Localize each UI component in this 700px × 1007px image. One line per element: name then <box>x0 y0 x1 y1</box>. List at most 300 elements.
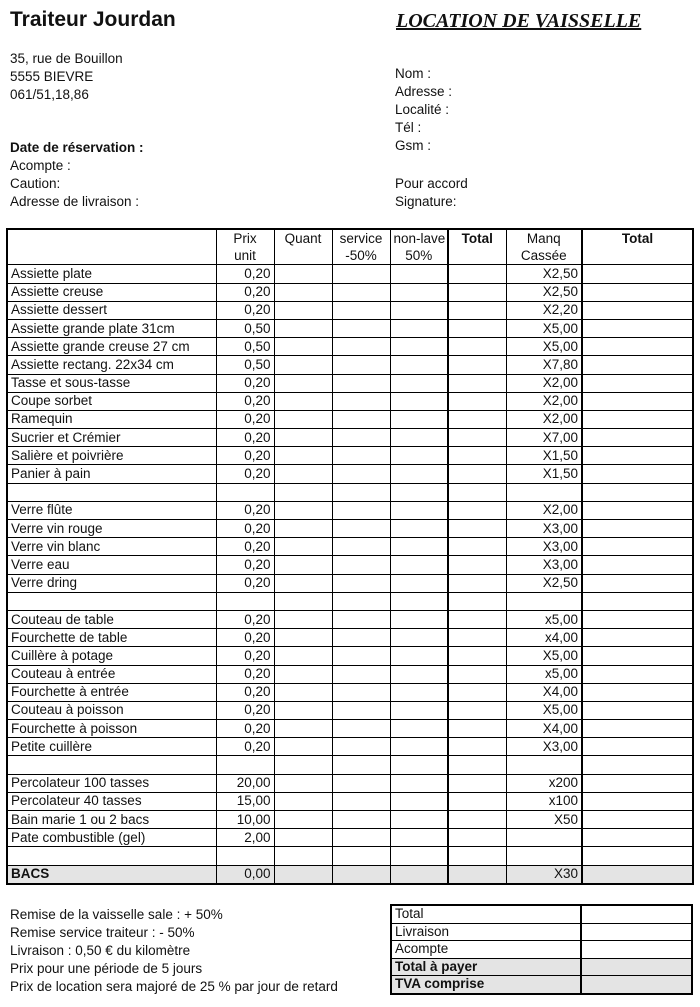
service-cell[interactable] <box>332 501 390 519</box>
quantity-cell[interactable] <box>274 792 332 810</box>
company-address <box>10 50 123 104</box>
totals-row <box>391 941 692 959</box>
client-locality-label: Localité : <box>395 102 450 117</box>
total-cell <box>448 701 506 719</box>
totals-value[interactable] <box>581 905 692 923</box>
item-name: Percolateur 40 tasses <box>7 792 216 810</box>
totals-value[interactable] <box>581 976 692 994</box>
note-line: Livraison : 0,50 € du kilomètre <box>10 943 191 958</box>
quantity-cell[interactable] <box>274 429 332 447</box>
quantity-cell[interactable] <box>274 338 332 356</box>
unit-price: 0,20 <box>216 665 274 683</box>
unwashed-cell[interactable] <box>390 392 448 410</box>
document-title: LOCATION DE VAISSELLE <box>396 10 642 32</box>
service-cell[interactable] <box>332 356 390 374</box>
table-row <box>7 265 693 283</box>
quantity-cell[interactable] <box>274 865 332 884</box>
unwashed-cell[interactable] <box>390 410 448 428</box>
quantity-cell[interactable] <box>274 811 332 829</box>
deposit-label: Acompte : <box>10 158 71 173</box>
total-cell <box>448 483 506 501</box>
total-cell <box>448 574 506 592</box>
unwashed-cell[interactable] <box>390 792 448 810</box>
item-name: Verre flûte <box>7 501 216 519</box>
header-cell: unit <box>216 247 274 265</box>
item-name: Assiette grande plate 31cm <box>7 319 216 337</box>
total-cell <box>448 683 506 701</box>
totals-row <box>391 905 692 923</box>
total-cell <box>448 465 506 483</box>
table-row <box>7 738 693 756</box>
unwashed-cell[interactable] <box>390 829 448 847</box>
service-cell[interactable] <box>332 720 390 738</box>
table-row <box>7 701 693 719</box>
broken-total-cell <box>582 392 693 410</box>
quantity-cell[interactable] <box>274 738 332 756</box>
unwashed-cell[interactable] <box>390 811 448 829</box>
service-cell[interactable] <box>332 847 390 865</box>
total-cell <box>448 756 506 774</box>
quantity-cell[interactable] <box>274 556 332 574</box>
unwashed-cell[interactable] <box>390 483 448 501</box>
table-row <box>7 556 693 574</box>
service-cell[interactable] <box>332 774 390 792</box>
unit-price <box>216 483 274 501</box>
total-cell <box>448 501 506 519</box>
totals-label: TVA comprise <box>391 976 581 994</box>
unit-price: 0,20 <box>216 720 274 738</box>
header-cell <box>7 247 216 265</box>
total-cell <box>448 283 506 301</box>
unit-price: 0,20 <box>216 520 274 538</box>
item-name: Ramequin <box>7 410 216 428</box>
broken-price: X1,50 <box>506 447 582 465</box>
quantity-cell[interactable] <box>274 283 332 301</box>
total-cell <box>448 374 506 392</box>
unwashed-cell[interactable] <box>390 647 448 665</box>
item-name: Assiette dessert <box>7 301 216 319</box>
broken-total-cell <box>582 792 693 810</box>
table-row <box>7 447 693 465</box>
item-name: Verre vin blanc <box>7 538 216 556</box>
header-cell <box>7 229 216 247</box>
service-cell[interactable] <box>332 392 390 410</box>
unwashed-cell[interactable] <box>390 429 448 447</box>
broken-price: X5,00 <box>506 319 582 337</box>
totals-label: Total <box>391 905 581 923</box>
broken-price: X3,00 <box>506 520 582 538</box>
quantity-cell[interactable] <box>274 756 332 774</box>
unwashed-cell[interactable] <box>390 374 448 392</box>
table-row <box>7 356 693 374</box>
broken-total-cell <box>582 774 693 792</box>
broken-total-cell <box>582 483 693 501</box>
totals-value[interactable] <box>581 941 692 959</box>
quantity-cell[interactable] <box>274 483 332 501</box>
unwashed-cell[interactable] <box>390 538 448 556</box>
unit-price: 0,20 <box>216 447 274 465</box>
service-cell[interactable] <box>332 319 390 337</box>
table-row <box>7 774 693 792</box>
unit-price: 0,50 <box>216 356 274 374</box>
unwashed-cell[interactable] <box>390 520 448 538</box>
total-cell <box>448 629 506 647</box>
total-cell <box>448 738 506 756</box>
broken-price: X7,80 <box>506 356 582 374</box>
broken-price: X3,00 <box>506 738 582 756</box>
item-name <box>7 756 216 774</box>
item-name: Assiette grande creuse 27 cm <box>7 338 216 356</box>
broken-total-cell <box>582 447 693 465</box>
header-cell: Total <box>582 229 693 247</box>
total-cell <box>448 829 506 847</box>
broken-price <box>506 592 582 610</box>
service-cell[interactable] <box>332 301 390 319</box>
table-row <box>7 683 693 701</box>
service-cell[interactable] <box>332 410 390 428</box>
unwashed-cell[interactable] <box>390 319 448 337</box>
item-name: Couteau de table <box>7 610 216 628</box>
service-cell[interactable] <box>332 811 390 829</box>
quantity-cell[interactable] <box>274 392 332 410</box>
quantity-cell[interactable] <box>274 629 332 647</box>
item-name: Cuillère à potage <box>7 647 216 665</box>
quantity-cell[interactable] <box>274 319 332 337</box>
item-name: Verre eau <box>7 556 216 574</box>
address-line: 061/51,18,86 <box>10 87 89 102</box>
totals-label: Total à payer <box>391 958 581 976</box>
unit-price: 10,00 <box>216 811 274 829</box>
item-name <box>7 592 216 610</box>
broken-total-cell <box>582 738 693 756</box>
item-name: Tasse et sous-tasse <box>7 374 216 392</box>
total-cell <box>448 774 506 792</box>
broken-total-cell <box>582 501 693 519</box>
quantity-cell[interactable] <box>274 447 332 465</box>
table-row <box>7 410 693 428</box>
totals-row <box>391 923 692 941</box>
item-name <box>7 847 216 865</box>
broken-price: X2,00 <box>506 501 582 519</box>
total-cell <box>448 592 506 610</box>
service-cell[interactable] <box>332 592 390 610</box>
broken-total-cell <box>582 265 693 283</box>
table-row <box>7 483 693 501</box>
table-row <box>7 338 693 356</box>
service-cell[interactable] <box>332 701 390 719</box>
header-cell <box>448 247 506 265</box>
service-cell[interactable] <box>332 574 390 592</box>
broken-total-cell <box>582 701 693 719</box>
broken-price: x5,00 <box>506 610 582 628</box>
quantity-cell[interactable] <box>274 301 332 319</box>
broken-total-cell <box>582 301 693 319</box>
broken-total-cell <box>582 283 693 301</box>
service-cell[interactable] <box>332 683 390 701</box>
address-line: 5555 BIEVRE <box>10 69 94 84</box>
broken-price: x5,00 <box>506 665 582 683</box>
service-cell[interactable] <box>332 465 390 483</box>
unit-price: 0,50 <box>216 319 274 337</box>
unwashed-cell[interactable] <box>390 556 448 574</box>
service-cell[interactable] <box>332 338 390 356</box>
total-cell <box>448 319 506 337</box>
unwashed-cell[interactable] <box>390 465 448 483</box>
broken-total-cell <box>582 556 693 574</box>
broken-total-cell <box>582 319 693 337</box>
header-cell: non-lave <box>390 229 448 247</box>
broken-total-cell <box>582 683 693 701</box>
table-row <box>7 465 693 483</box>
unwashed-cell[interactable] <box>390 756 448 774</box>
unwashed-cell[interactable] <box>390 301 448 319</box>
unwashed-cell[interactable] <box>390 447 448 465</box>
table-row <box>7 501 693 519</box>
agreement-block <box>395 175 468 211</box>
service-cell[interactable] <box>332 483 390 501</box>
quantity-cell[interactable] <box>274 356 332 374</box>
quantity-cell[interactable] <box>274 774 332 792</box>
broken-total-cell <box>582 629 693 647</box>
company-name: Traiteur Jourdan <box>10 8 176 31</box>
quantity-cell[interactable] <box>274 374 332 392</box>
unit-price: 0,20 <box>216 283 274 301</box>
note-line: Prix pour une période de 5 jours <box>10 961 203 976</box>
unit-price: 0,20 <box>216 629 274 647</box>
quantity-cell[interactable] <box>274 410 332 428</box>
quantity-cell[interactable] <box>274 701 332 719</box>
unit-price: 0,20 <box>216 392 274 410</box>
header-cell <box>274 247 332 265</box>
note-line: Remise service traiteur : - 50% <box>10 925 195 940</box>
service-cell[interactable] <box>332 865 390 884</box>
unwashed-cell[interactable] <box>390 338 448 356</box>
header-row <box>7 229 693 247</box>
unit-price: 2,00 <box>216 829 274 847</box>
table-row <box>7 610 693 628</box>
total-cell <box>448 338 506 356</box>
delivery-address-label: Adresse de livraison : <box>10 194 140 209</box>
unwashed-cell[interactable] <box>390 574 448 592</box>
total-cell <box>448 647 506 665</box>
totals-row <box>391 976 692 994</box>
total-cell <box>448 447 506 465</box>
item-name: Verre vin rouge <box>7 520 216 538</box>
item-name: Couteau à entrée <box>7 665 216 683</box>
table-row <box>7 429 693 447</box>
client-gsm-label: Gsm : <box>395 138 431 153</box>
broken-price <box>506 829 582 847</box>
service-cell[interactable] <box>332 538 390 556</box>
broken-price <box>506 847 582 865</box>
quantity-cell[interactable] <box>274 647 332 665</box>
item-name: Fourchette à entrée <box>7 683 216 701</box>
broken-total-cell <box>582 429 693 447</box>
broken-price: X2,00 <box>506 374 582 392</box>
service-cell[interactable] <box>332 829 390 847</box>
note-line: Remise de la vaisselle sale : + 50% <box>10 907 223 922</box>
quantity-cell[interactable] <box>274 592 332 610</box>
quantity-cell[interactable] <box>274 265 332 283</box>
unit-price: 15,00 <box>216 792 274 810</box>
service-cell[interactable] <box>332 665 390 683</box>
item-name <box>7 483 216 501</box>
service-cell[interactable] <box>332 265 390 283</box>
unit-price: 0,20 <box>216 374 274 392</box>
service-cell[interactable] <box>332 429 390 447</box>
broken-total-cell <box>582 538 693 556</box>
table-row <box>7 665 693 683</box>
broken-price: X2,50 <box>506 574 582 592</box>
item-name: Fourchette de table <box>7 629 216 647</box>
unwashed-cell[interactable] <box>390 738 448 756</box>
unwashed-cell[interactable] <box>390 592 448 610</box>
table-row <box>7 283 693 301</box>
table-row <box>7 629 693 647</box>
total-cell <box>448 556 506 574</box>
item-name: Fourchette à poisson <box>7 720 216 738</box>
unit-price: 20,00 <box>216 774 274 792</box>
totals-value[interactable] <box>581 958 692 976</box>
unwashed-cell[interactable] <box>390 720 448 738</box>
header-cell: 50% <box>390 247 448 265</box>
total-cell <box>448 865 506 884</box>
quantity-cell[interactable] <box>274 847 332 865</box>
service-cell[interactable] <box>332 447 390 465</box>
broken-total-cell <box>582 520 693 538</box>
quantity-cell[interactable] <box>274 465 332 483</box>
unwashed-cell[interactable] <box>390 610 448 628</box>
quantity-cell[interactable] <box>274 720 332 738</box>
address-line: 35, rue de Bouillon <box>10 51 123 66</box>
quantity-cell[interactable] <box>274 538 332 556</box>
service-cell[interactable] <box>332 738 390 756</box>
total-cell <box>448 520 506 538</box>
unit-price: 0,20 <box>216 265 274 283</box>
item-name: Petite cuillère <box>7 738 216 756</box>
broken-price: X30 <box>506 865 582 884</box>
total-cell <box>448 792 506 810</box>
service-cell[interactable] <box>332 792 390 810</box>
unit-price: 0,20 <box>216 429 274 447</box>
service-cell[interactable] <box>332 556 390 574</box>
broken-total-cell <box>582 465 693 483</box>
broken-total-cell <box>582 720 693 738</box>
broken-price <box>506 756 582 774</box>
broken-price: X2,20 <box>506 301 582 319</box>
service-cell[interactable] <box>332 374 390 392</box>
unwashed-cell[interactable] <box>390 774 448 792</box>
service-cell[interactable] <box>332 629 390 647</box>
unwashed-cell[interactable] <box>390 265 448 283</box>
broken-total-cell <box>582 374 693 392</box>
table-row <box>7 647 693 665</box>
table-row <box>7 301 693 319</box>
header-cell: Total <box>448 229 506 247</box>
table-row <box>7 574 693 592</box>
quantity-cell[interactable] <box>274 501 332 519</box>
table-row <box>7 720 693 738</box>
item-name: Verre dring <box>7 574 216 592</box>
broken-price: X5,00 <box>506 701 582 719</box>
broken-price: X4,00 <box>506 683 582 701</box>
broken-total-cell <box>582 410 693 428</box>
unit-price: 0,20 <box>216 647 274 665</box>
broken-price: X2,50 <box>506 283 582 301</box>
header-cell: Quant <box>274 229 332 247</box>
service-cell[interactable] <box>332 610 390 628</box>
broken-price: X5,00 <box>506 647 582 665</box>
unwashed-cell[interactable] <box>390 683 448 701</box>
unwashed-cell[interactable] <box>390 283 448 301</box>
service-cell[interactable] <box>332 520 390 538</box>
client-name-label: Nom : <box>395 66 432 81</box>
unwashed-cell[interactable] <box>390 665 448 683</box>
quantity-cell[interactable] <box>274 829 332 847</box>
unwashed-cell[interactable] <box>390 701 448 719</box>
table-row <box>7 865 693 884</box>
unwashed-cell[interactable] <box>390 847 448 865</box>
broken-total-cell <box>582 811 693 829</box>
header-cell <box>582 247 693 265</box>
total-cell <box>448 410 506 428</box>
quantity-cell[interactable] <box>274 520 332 538</box>
quantity-cell[interactable] <box>274 574 332 592</box>
broken-price: x200 <box>506 774 582 792</box>
rental-table <box>6 228 694 885</box>
table-row <box>7 756 693 774</box>
quantity-cell[interactable] <box>274 683 332 701</box>
total-cell <box>448 811 506 829</box>
broken-total-cell <box>582 847 693 865</box>
totals-value[interactable] <box>581 923 692 941</box>
total-cell <box>448 665 506 683</box>
quantity-cell[interactable] <box>274 665 332 683</box>
unit-price: 0,50 <box>216 338 274 356</box>
broken-total-cell <box>582 647 693 665</box>
totals-label: Acompte <box>391 941 581 959</box>
broken-price: X2,00 <box>506 392 582 410</box>
unwashed-cell[interactable] <box>390 865 448 884</box>
unwashed-cell[interactable] <box>390 629 448 647</box>
table-row <box>7 829 693 847</box>
unit-price: 0,20 <box>216 610 274 628</box>
broken-total-cell <box>582 865 693 884</box>
service-cell[interactable] <box>332 756 390 774</box>
broken-price <box>506 483 582 501</box>
signature-label: Signature: <box>395 194 457 209</box>
broken-total-cell <box>582 756 693 774</box>
service-cell[interactable] <box>332 283 390 301</box>
broken-price: X4,00 <box>506 720 582 738</box>
broken-price: X7,00 <box>506 429 582 447</box>
client-fields <box>395 65 452 155</box>
table-row <box>7 538 693 556</box>
item-name: BACS <box>7 865 216 884</box>
service-cell[interactable] <box>332 647 390 665</box>
unit-price <box>216 756 274 774</box>
broken-total-cell <box>582 592 693 610</box>
total-cell <box>448 265 506 283</box>
reservation-date-label: Date de réservation : <box>10 140 144 155</box>
quantity-cell[interactable] <box>274 610 332 628</box>
total-cell <box>448 538 506 556</box>
table-row <box>7 592 693 610</box>
client-phone-label: Tél : <box>395 120 422 135</box>
unit-price: 0,20 <box>216 683 274 701</box>
unwashed-cell[interactable] <box>390 356 448 374</box>
unwashed-cell[interactable] <box>390 501 448 519</box>
